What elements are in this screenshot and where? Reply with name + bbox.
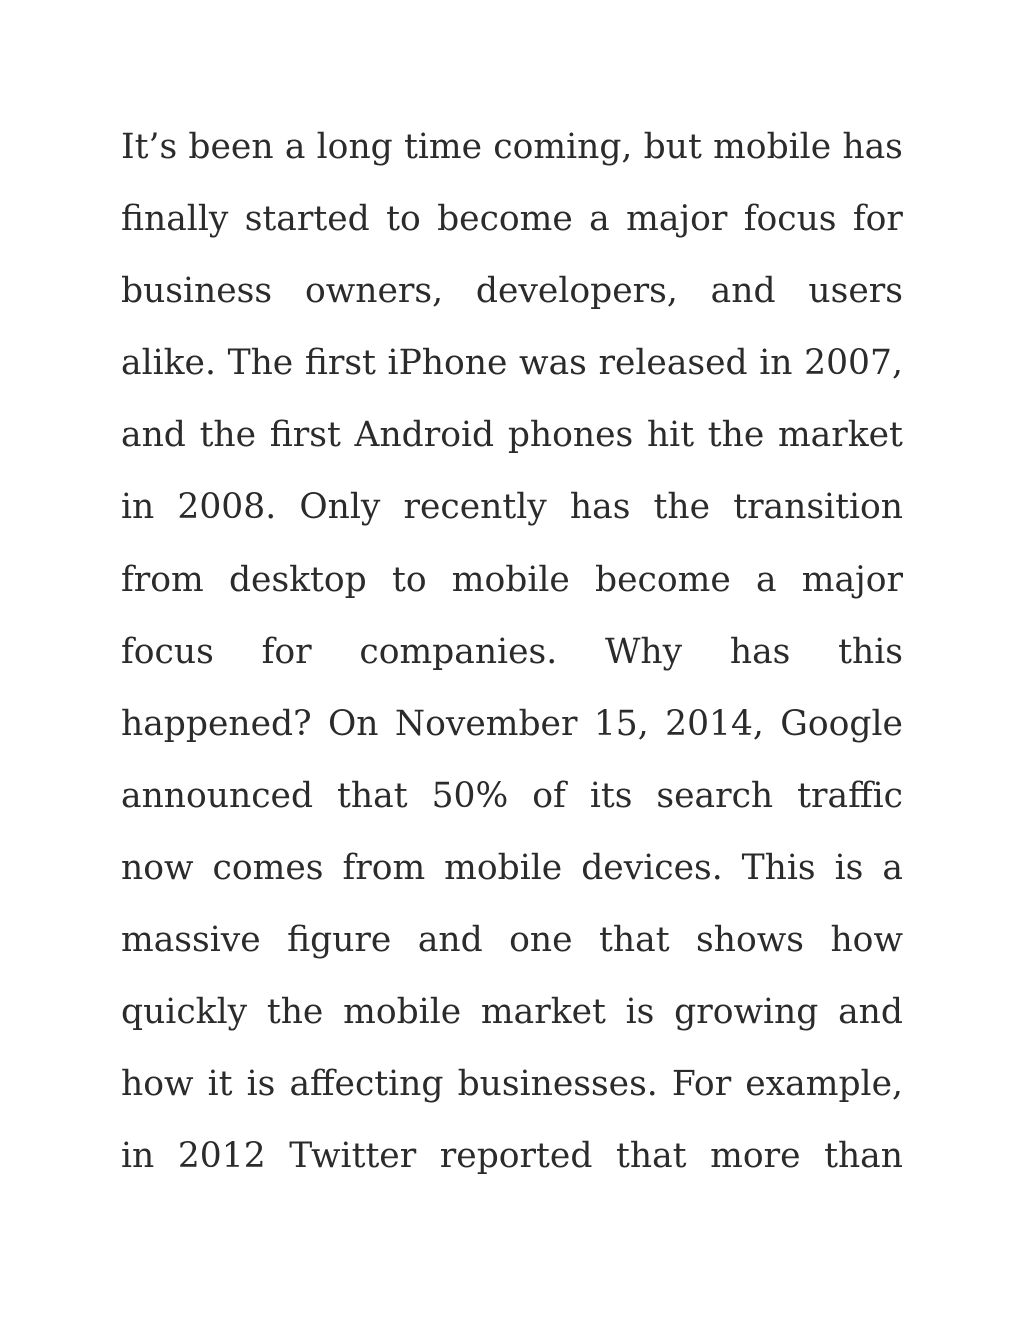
word: time bbox=[404, 127, 483, 167]
word: is bbox=[246, 1064, 276, 1105]
word: started bbox=[244, 199, 370, 240]
word: phones bbox=[507, 415, 634, 456]
word: 50% bbox=[431, 775, 509, 816]
word: that bbox=[337, 775, 408, 816]
word: in bbox=[759, 343, 793, 384]
word: to bbox=[391, 559, 427, 600]
word: a bbox=[284, 127, 306, 167]
word: and bbox=[417, 920, 483, 961]
word: the bbox=[266, 992, 324, 1033]
word: has bbox=[842, 127, 903, 167]
text-line bbox=[121, 760, 903, 832]
word: On bbox=[327, 703, 379, 744]
body-paragraph bbox=[121, 111, 903, 1192]
word: happened? bbox=[121, 703, 312, 744]
text-line bbox=[121, 399, 903, 471]
text-line bbox=[121, 616, 903, 688]
word: Google bbox=[780, 703, 903, 744]
word: of bbox=[532, 775, 566, 816]
word: shows bbox=[696, 920, 804, 961]
word: search bbox=[656, 775, 774, 816]
word: released bbox=[598, 343, 748, 384]
word: major bbox=[626, 199, 728, 240]
word: a bbox=[882, 847, 903, 888]
word: Twitter bbox=[289, 1136, 417, 1177]
text-line bbox=[121, 1048, 903, 1120]
word: and bbox=[838, 992, 903, 1033]
word: 2008. bbox=[177, 487, 277, 528]
word: mobile bbox=[451, 559, 570, 600]
word: that bbox=[616, 1136, 687, 1177]
word: more bbox=[710, 1136, 801, 1177]
word: to bbox=[386, 199, 421, 240]
word: alike. bbox=[121, 343, 216, 384]
word: finally bbox=[121, 199, 229, 240]
word: owners, bbox=[304, 271, 444, 312]
text-line bbox=[121, 111, 903, 183]
word: 2007, bbox=[804, 343, 903, 384]
word: is bbox=[834, 847, 864, 888]
word: For bbox=[671, 1064, 732, 1105]
word: Only bbox=[299, 487, 381, 528]
word: November bbox=[394, 703, 578, 744]
word: growing bbox=[674, 992, 819, 1033]
text-line bbox=[121, 976, 903, 1048]
word: mobile bbox=[713, 127, 832, 167]
text-line bbox=[121, 832, 903, 904]
text-line bbox=[121, 255, 903, 327]
word: users bbox=[808, 271, 903, 312]
text-line bbox=[121, 327, 903, 399]
word: this bbox=[838, 631, 903, 672]
word: been bbox=[188, 127, 274, 167]
word: for bbox=[852, 199, 903, 240]
text-line bbox=[121, 471, 903, 543]
word: it bbox=[207, 1064, 233, 1105]
word: market bbox=[777, 415, 903, 456]
word: business bbox=[121, 271, 273, 312]
word: 2012 bbox=[177, 1136, 266, 1177]
text-line bbox=[121, 904, 903, 976]
word: the bbox=[199, 415, 257, 456]
word: how bbox=[830, 920, 903, 961]
word: and bbox=[121, 415, 186, 456]
word: a bbox=[589, 199, 610, 240]
word: businesses. bbox=[457, 1064, 658, 1105]
word: its bbox=[589, 775, 633, 816]
word: from bbox=[121, 559, 204, 600]
text-line bbox=[121, 688, 903, 760]
word: comes bbox=[212, 847, 324, 888]
word: long bbox=[316, 127, 393, 167]
word: announced bbox=[121, 775, 314, 816]
text-line bbox=[121, 544, 903, 616]
word: one bbox=[509, 920, 573, 961]
word: but bbox=[643, 127, 702, 167]
word: the bbox=[653, 487, 711, 528]
word: for bbox=[261, 631, 312, 672]
word: the bbox=[707, 415, 765, 456]
word: coming, bbox=[493, 127, 633, 167]
word: from bbox=[342, 847, 426, 888]
word: in bbox=[121, 487, 155, 528]
word: traffic bbox=[797, 775, 903, 816]
word: first bbox=[269, 415, 341, 456]
word: how bbox=[121, 1064, 194, 1105]
word: mobile bbox=[343, 992, 462, 1033]
word: hit bbox=[646, 415, 695, 456]
word: become bbox=[595, 559, 731, 600]
text-line bbox=[121, 183, 903, 255]
word: The bbox=[227, 343, 294, 384]
word: massive bbox=[121, 920, 261, 961]
word: was bbox=[519, 343, 587, 384]
word: recently bbox=[403, 487, 547, 528]
word: now bbox=[121, 847, 194, 888]
word: Android bbox=[354, 415, 495, 456]
word: a bbox=[755, 559, 777, 600]
word: reported bbox=[439, 1136, 593, 1177]
word: This bbox=[741, 847, 816, 888]
word: desktop bbox=[228, 559, 367, 600]
word: 2014, bbox=[665, 703, 764, 744]
word: mobile bbox=[444, 847, 563, 888]
word: figure bbox=[287, 920, 392, 961]
word: major bbox=[801, 559, 903, 600]
word: developers, bbox=[475, 271, 678, 312]
word: market bbox=[480, 992, 606, 1033]
word: affecting bbox=[289, 1064, 444, 1105]
word: example, bbox=[745, 1064, 903, 1105]
word: than bbox=[824, 1136, 903, 1177]
word: devices. bbox=[581, 847, 723, 888]
word: Why bbox=[604, 631, 683, 672]
word: has bbox=[569, 487, 631, 528]
word: companies. bbox=[359, 631, 558, 672]
text-line bbox=[121, 1120, 903, 1192]
word: is bbox=[625, 992, 655, 1033]
word: focus bbox=[743, 199, 837, 240]
word: 15, bbox=[593, 703, 649, 744]
word: has bbox=[729, 631, 791, 672]
word: become bbox=[437, 199, 573, 240]
word: iPhone bbox=[387, 343, 508, 384]
word: that bbox=[599, 920, 670, 961]
word: It’s bbox=[121, 127, 178, 167]
word: first bbox=[304, 343, 376, 384]
word: in bbox=[121, 1136, 155, 1177]
word: focus bbox=[121, 631, 214, 672]
word: and bbox=[710, 271, 776, 312]
word: quickly bbox=[121, 992, 248, 1033]
word: transition bbox=[733, 487, 903, 528]
